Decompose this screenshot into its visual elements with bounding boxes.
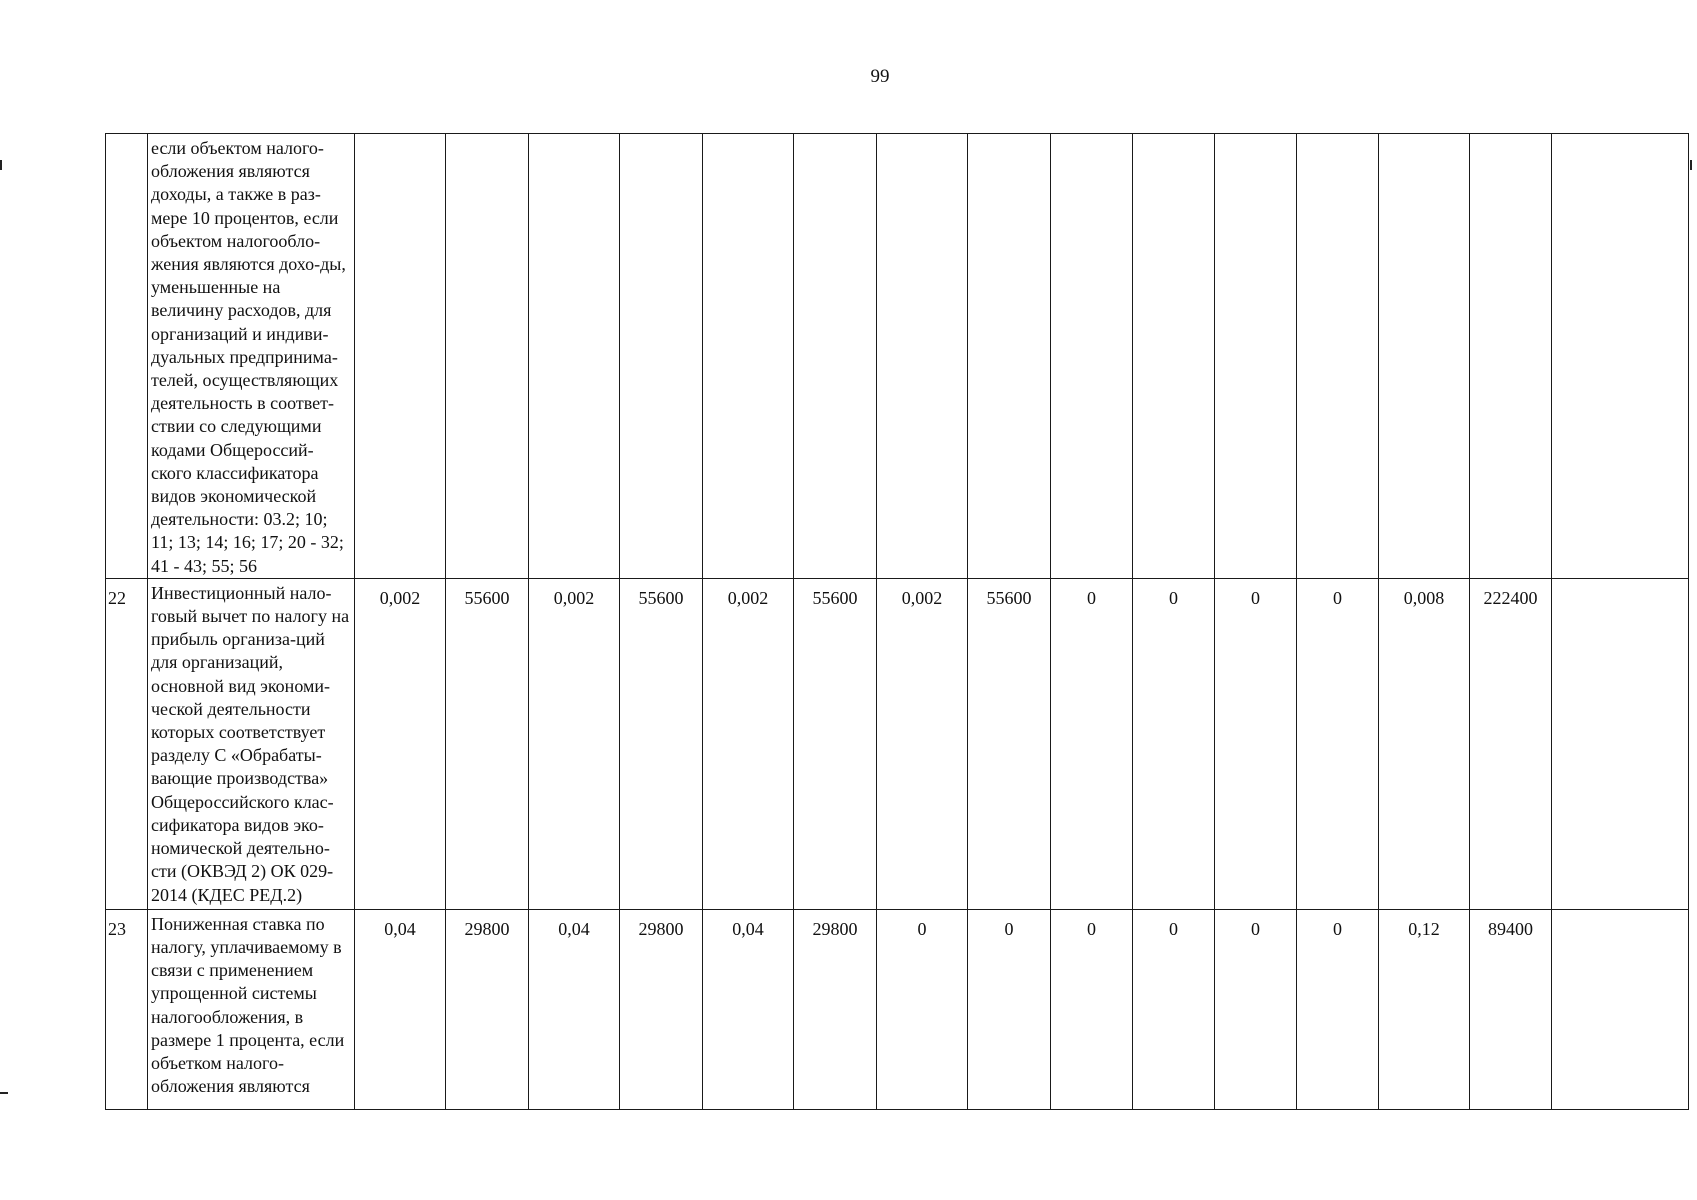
value-cell: 222400	[1470, 578, 1552, 909]
value-cell: 0,04	[529, 909, 620, 1109]
budget-table	[105, 133, 1689, 1110]
value-cell	[355, 134, 446, 579]
value-cell	[1297, 134, 1379, 579]
value-cell	[1470, 134, 1552, 579]
value-cell	[446, 134, 529, 579]
value-cell	[1215, 134, 1297, 579]
row-description: Пониженная ставка по налогу, уплачиваемому в связи с применением упрощенной системы налогообложения, в размере 1 процента, если объетком налого-обложения являются	[148, 909, 355, 1109]
value-cell: 0	[877, 909, 968, 1109]
page-number: 99	[870, 66, 890, 87]
value-cell	[794, 134, 877, 579]
value-cell: 0	[1297, 578, 1379, 909]
value-cell: 0,04	[703, 909, 794, 1109]
row-index	[106, 134, 148, 579]
value-cell: 0,002	[703, 578, 794, 909]
value-cell	[1552, 909, 1689, 1109]
value-cell	[1552, 134, 1689, 579]
value-cell	[1133, 134, 1215, 579]
value-cell: 0	[1133, 578, 1215, 909]
row-description: Инвестиционный нало-говый вычет по налогу на прибыль организа-ций для организаций, основной вид экономи-ческой деятельности которых соответствует разделу С «Обрабаты-вающие производства» Общероссийского клас-сификатора видов эко-номической деятельно-сти (ОКВЭД 2) ОК 029-2014 (КДЕС РЕД.2)	[148, 578, 355, 909]
table-row	[106, 578, 1689, 909]
value-cell: 55600	[794, 578, 877, 909]
value-cell: 0	[1051, 909, 1133, 1109]
value-cell: 29800	[446, 909, 529, 1109]
scan-edge-mark	[0, 160, 2, 170]
value-cell: 55600	[620, 578, 703, 909]
value-cell: 0	[1051, 578, 1133, 909]
table-row	[106, 909, 1689, 1109]
value-cell	[703, 134, 794, 579]
value-cell: 0	[1215, 909, 1297, 1109]
value-cell: 29800	[794, 909, 877, 1109]
value-cell: 0,008	[1379, 578, 1470, 909]
value-cell: 55600	[968, 578, 1051, 909]
value-cell: 0	[968, 909, 1051, 1109]
value-cell	[620, 134, 703, 579]
value-cell: 0	[1215, 578, 1297, 909]
value-cell: 29800	[620, 909, 703, 1109]
scan-edge-mark	[1690, 160, 1692, 170]
value-cell: 55600	[446, 578, 529, 909]
row-description: если объектом налого-обложения являются доходы, а также в раз-мере 10 процентов, если объектом налогообло-жения являются дохо-ды, уменьшенные на величину расходов, для организаций и индиви-дуальных предпринима-телей, осуществляющих деятельность в соответ-ствии со следующими кодами Общероссий-ского классификатора видов экономической деятельности: 03.2; 10; 11; 13; 14; 16; 17; 20 - 32; 41 - 43; 55; 56	[148, 134, 355, 579]
value-cell: 0,002	[877, 578, 968, 909]
value-cell: 0,002	[355, 578, 446, 909]
row-index: 23	[106, 909, 148, 1109]
value-cell: 0	[1133, 909, 1215, 1109]
value-cell: 89400	[1470, 909, 1552, 1109]
value-cell: 0	[1297, 909, 1379, 1109]
value-cell	[1379, 134, 1470, 579]
value-cell: 0,002	[529, 578, 620, 909]
value-cell: 0,04	[355, 909, 446, 1109]
table-row	[106, 134, 1689, 579]
value-cell	[1051, 134, 1133, 579]
value-cell	[968, 134, 1051, 579]
value-cell	[1552, 578, 1689, 909]
value-cell	[877, 134, 968, 579]
value-cell: 0,12	[1379, 909, 1470, 1109]
scan-edge-mark	[0, 1092, 8, 1094]
row-index: 22	[106, 578, 148, 909]
value-cell	[529, 134, 620, 579]
